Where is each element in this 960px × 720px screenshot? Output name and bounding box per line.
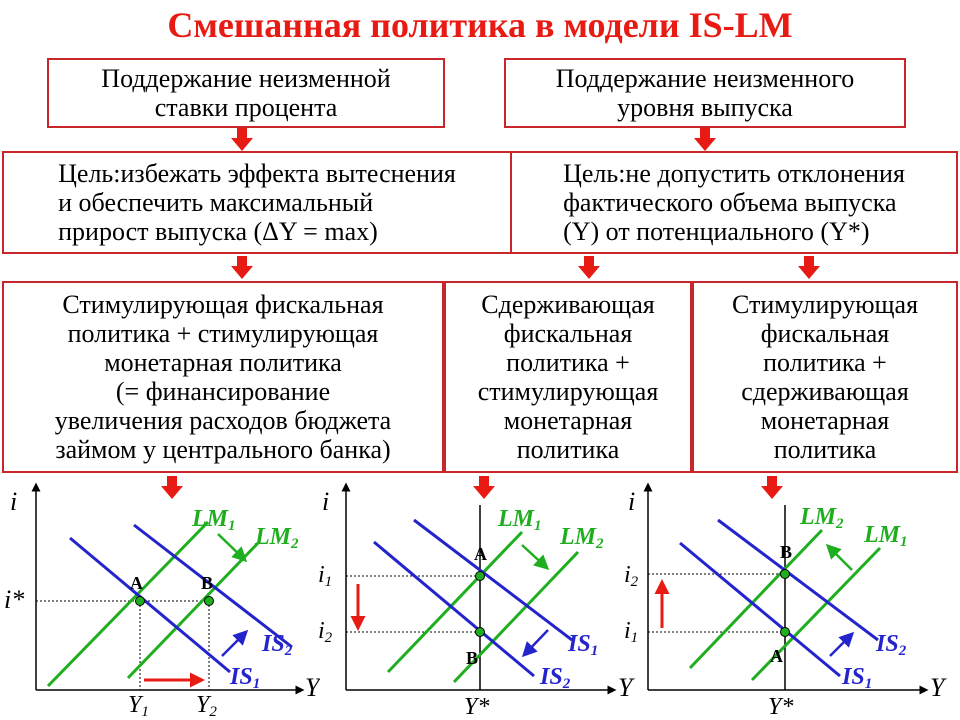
point-b-marker — [476, 628, 485, 637]
is-shift-arrow — [524, 630, 548, 655]
point-a-marker — [476, 572, 485, 581]
is-shift-arrow — [830, 634, 852, 656]
y1-text: Y — [128, 692, 142, 718]
is2-label — [539, 664, 571, 692]
point-a-marker — [136, 597, 145, 606]
y-axis-label: i — [628, 487, 636, 516]
lm2-text: LM — [255, 524, 291, 550]
i2-label — [318, 618, 333, 646]
is2-label — [875, 631, 907, 659]
lm2-sub: 2 — [291, 536, 299, 552]
header-box-constant-rate — [47, 58, 445, 128]
lm2-curve — [128, 543, 258, 678]
lm1-curve — [48, 522, 208, 686]
is2-label — [261, 631, 293, 659]
lm1-label — [497, 506, 542, 534]
is1-label — [841, 664, 872, 692]
y-axis-label: i — [322, 487, 330, 516]
policy-1-text: Стимулирующая фискальная политика + стимулирующая монетарная политика (= финансирование увеличения расходов бюджета займом у центрального банка) — [54, 290, 392, 464]
lm1-text: LM — [192, 506, 228, 532]
lm2-label — [559, 524, 604, 552]
lm1-label — [863, 522, 908, 550]
is2-text: IS — [262, 631, 285, 657]
down-arrow-icon — [230, 256, 254, 280]
is1-label — [229, 664, 260, 692]
i-star-label: i* — [4, 585, 25, 614]
i1-sub: 1 — [630, 630, 639, 646]
policy-box-1 — [2, 281, 444, 473]
i2-sub: 2 — [324, 630, 333, 646]
x-axis-label: Y — [930, 673, 945, 702]
is2-curve — [718, 520, 878, 640]
is1-sub: 1 — [252, 676, 261, 692]
point-b-marker — [205, 597, 214, 606]
lm2-sub: 2 — [836, 516, 844, 532]
lm1-sub: 1 — [900, 534, 908, 550]
down-arrow-icon — [577, 256, 601, 280]
lm1-sub: 1 — [228, 518, 236, 534]
is1-label — [567, 631, 598, 659]
i1-text: i — [624, 618, 631, 644]
is1-sub: 1 — [590, 643, 599, 659]
point-a-marker — [781, 628, 790, 637]
point-a-label: A — [474, 544, 487, 564]
policy-3-text: Стимулирующая фискальная политика + сдерживающая монетарная политика — [731, 290, 919, 464]
is2-text: IS — [540, 664, 563, 690]
lm2-label — [254, 524, 299, 552]
i1-label — [624, 618, 638, 646]
i1-sub: 1 — [324, 574, 333, 590]
is-shift-arrow — [222, 632, 246, 656]
i2-label — [624, 562, 639, 590]
policy-2-text: Сдерживающая фискальная политика + стимулирующая монетарная политика — [477, 290, 659, 464]
point-a-label: A — [130, 573, 143, 593]
header-constant-output-text: Поддержание неизменного уровня выпуска — [555, 64, 855, 122]
policy-box-3 — [692, 281, 958, 473]
lm-shift-arrow — [218, 534, 245, 560]
y2-label — [196, 692, 217, 720]
lm1-text: LM — [498, 506, 534, 532]
point-b-label: B — [201, 573, 214, 593]
y2-text: Y — [196, 692, 210, 718]
is1-curve — [680, 543, 840, 676]
lm1-sub: 1 — [534, 518, 542, 534]
slide-title: Смешанная политика в модели IS-LM — [167, 5, 793, 45]
is1-sub: 1 — [864, 676, 873, 692]
lm1-label — [191, 506, 236, 534]
is2-sub: 2 — [284, 643, 293, 659]
lm-shift-arrow — [522, 545, 547, 568]
i2-text: i — [318, 618, 325, 644]
goal-left-text: Цель:избежать эффекта вытеснения и обеспечить максимальный прирост выпуска (ΔY = max) — [58, 159, 456, 246]
point-b-marker — [781, 570, 790, 579]
lm2-text: LM — [800, 504, 836, 530]
y-axis-label: i — [10, 487, 18, 516]
point-b-label: B — [780, 542, 793, 562]
lm2-text: LM — [560, 524, 596, 550]
is2-curve — [374, 542, 534, 676]
point-b-label: B — [466, 648, 479, 668]
header-constant-rate-text: Поддержание неизменной ставки процента — [101, 64, 391, 122]
is1-text: IS — [842, 664, 865, 690]
x-axis-label: Y — [305, 673, 320, 702]
goal-box-right — [510, 151, 958, 254]
policy-box-2 — [444, 281, 692, 473]
is1-text: IS — [230, 664, 253, 690]
goal-right-text: Цель:не допустить отклонения фактического объема выпуска (Y) от потенциального (Y*) — [563, 159, 905, 246]
lm2-sub: 2 — [596, 536, 604, 552]
lm1-text: LM — [864, 522, 900, 548]
i2-text: i — [624, 562, 631, 588]
header-box-constant-output — [504, 58, 906, 128]
i2-sub: 2 — [630, 574, 639, 590]
goal-box-left — [2, 151, 512, 254]
graph-3 — [620, 478, 960, 720]
y1-label — [128, 692, 149, 720]
x-axis-label: Y — [618, 673, 633, 702]
i1-text: i — [318, 562, 325, 588]
y2-sub: 2 — [209, 704, 217, 720]
graph-2 — [316, 478, 640, 720]
is2-text: IS — [876, 631, 899, 657]
y-star-label: Y* — [464, 694, 490, 720]
y1-sub: 1 — [141, 704, 149, 720]
i1-label — [318, 562, 332, 590]
down-arrow-icon — [230, 128, 254, 152]
y-star-label: Y* — [768, 694, 794, 720]
is2-sub: 2 — [898, 643, 907, 659]
is1-text: IS — [568, 631, 591, 657]
lm-shift-arrow — [828, 546, 852, 570]
point-a-label: A — [770, 646, 783, 666]
is2-sub: 2 — [562, 676, 571, 692]
lm2-label — [799, 504, 844, 532]
lm2-curve — [690, 530, 822, 668]
down-arrow-icon — [797, 256, 821, 280]
graph-1 — [0, 478, 320, 720]
down-arrow-icon — [693, 128, 717, 152]
